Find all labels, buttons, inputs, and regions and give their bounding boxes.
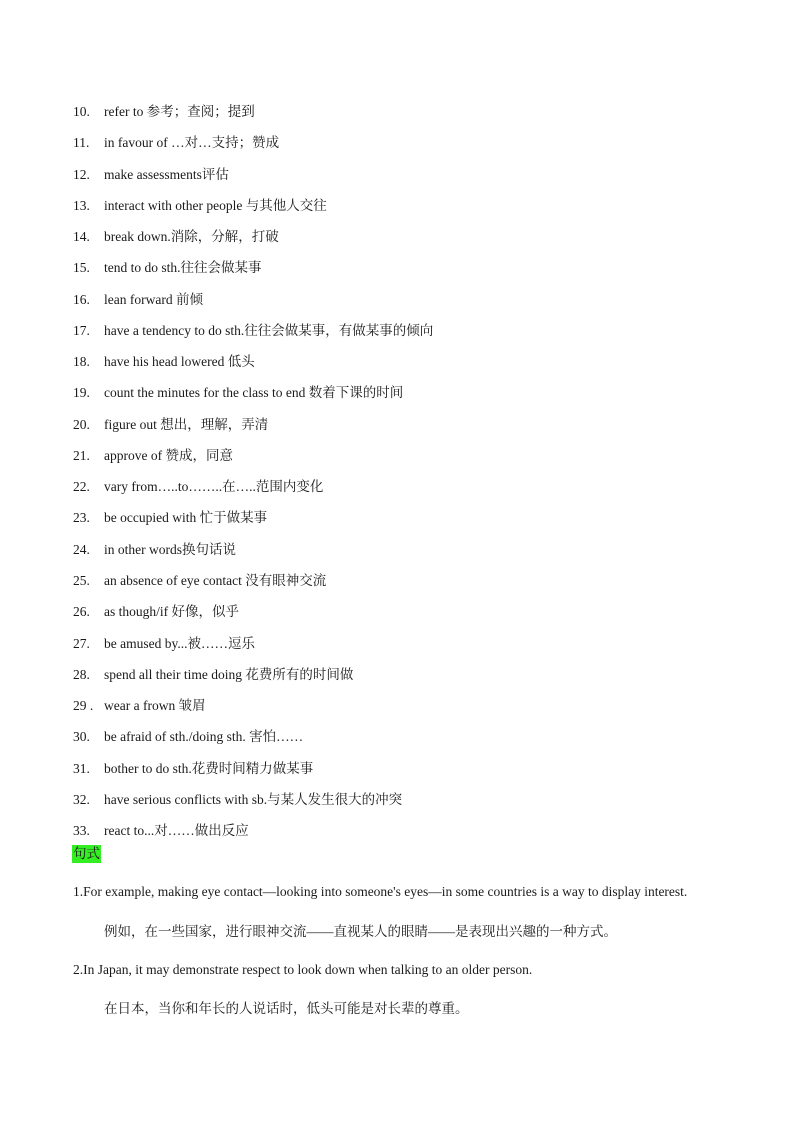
item-number: 27.: [73, 635, 90, 651]
list-item: [73, 257, 753, 288]
phrase-text: be afraid of sth./doing sth. 害怕……: [104, 729, 304, 745]
item-number: 15.: [73, 260, 90, 276]
list-item: [73, 445, 753, 476]
item-number: 11.: [73, 135, 90, 151]
list-item: [73, 195, 753, 226]
list-item: [73, 507, 753, 538]
list-item: [73, 320, 753, 351]
phrase-text: lean forward 前倾: [104, 291, 203, 307]
list-item: [73, 226, 753, 257]
item-number: 23.: [73, 510, 90, 526]
list-item: [73, 570, 753, 601]
list-item: [73, 382, 753, 413]
list-item: [73, 351, 753, 382]
item-number: 18.: [73, 354, 90, 370]
item-number: 20.: [73, 416, 90, 432]
list-item: [73, 758, 753, 789]
phrase-text: have a tendency to do sth.往往会做某事，有做某事的倾向: [104, 322, 434, 338]
list-item: [73, 726, 753, 757]
list-item: [73, 820, 753, 851]
list-item: [73, 132, 753, 163]
phrase-text: have serious conflicts with sb.与某人发生很大的冲突: [104, 791, 403, 807]
example-sentence-translation: 例如，在一些国家，进行眼神交流——直视某人的眼睛——是表现出兴趣的一种方式。: [104, 924, 617, 939]
item-number: 24.: [73, 541, 90, 557]
item-number: 33.: [73, 823, 90, 839]
item-number: 22.: [73, 479, 90, 495]
phrase-text: bother to do sth.花费时间精力做某事: [104, 760, 314, 776]
phrase-text: in favour of …对…支持；赞成: [104, 135, 280, 151]
phrase-text: spend all their time doing 花费所有的时间做: [104, 666, 354, 682]
list-item: [73, 664, 753, 695]
phrase-list: [73, 101, 753, 851]
item-number: 29 .: [73, 698, 94, 714]
phrase-text: wear a frown 皱眉: [104, 698, 206, 714]
phrase-text: be amused by...被……逗乐: [104, 635, 255, 651]
item-number: 21.: [73, 447, 90, 463]
phrase-text: count the minutes for the class to end 数着下课的时间: [104, 385, 404, 401]
list-item: [73, 695, 753, 726]
list-item: [73, 789, 753, 820]
list-item: [73, 476, 753, 507]
phrase-text: have his head lowered 低头: [104, 354, 255, 370]
phrase-text: in other words换句话说: [104, 541, 236, 557]
example-sentence-english: 1.For example, making eye contact—looking into someone's eyes—in some countries is a way to display interest.: [73, 884, 688, 899]
list-item: [73, 633, 753, 664]
list-item: [73, 164, 753, 195]
list-item: [73, 414, 753, 445]
phrase-text: figure out 想出，理解，弄清: [104, 416, 269, 432]
phrase-text: approve of 赞成，同意: [104, 447, 233, 463]
item-number: 10.: [73, 104, 90, 119]
item-number: 32.: [73, 791, 90, 807]
phrase-text: interact with other people 与其他人交往: [104, 197, 327, 213]
phrase-text: an absence of eye contact 没有眼神交流: [104, 572, 327, 588]
item-number: 12.: [73, 166, 90, 182]
example-sentence-translation: 在日本，当你和年长的人说话时，低头可能是对长辈的尊重。: [104, 1001, 469, 1016]
item-number: 19.: [73, 385, 90, 401]
list-item: [73, 289, 753, 320]
list-item: [73, 101, 753, 132]
item-number: 25.: [73, 572, 90, 588]
phrase-text: break down.消除，分解，打破: [104, 229, 279, 245]
item-number: 28.: [73, 666, 90, 682]
item-number: 30.: [73, 729, 90, 745]
phrase-text: as though/if 好像，似乎: [104, 604, 239, 620]
phrase-text: refer to 参考；查阅；提到: [104, 104, 255, 119]
section-heading: 句式: [73, 846, 100, 861]
phrase-text: make assessments评估: [104, 166, 229, 182]
list-item: [73, 601, 753, 632]
item-number: 31.: [73, 760, 90, 776]
example-sentence-english: 2.In Japan, it may demonstrate respect to look down when talking to an older person.: [73, 962, 533, 977]
list-item: [73, 539, 753, 570]
item-number: 26.: [73, 604, 90, 620]
phrase-text: react to...对……做出反应: [104, 823, 249, 839]
item-number: 14.: [73, 229, 90, 245]
item-number: 13.: [73, 197, 90, 213]
phrase-text: tend to do sth.往往会做某事: [104, 260, 262, 276]
phrase-text: be occupied with 忙于做某事: [104, 510, 268, 526]
item-number: 16.: [73, 291, 90, 307]
phrase-text: vary from…..to……..在…..范围内变化: [104, 479, 324, 495]
item-number: 17.: [73, 322, 90, 338]
